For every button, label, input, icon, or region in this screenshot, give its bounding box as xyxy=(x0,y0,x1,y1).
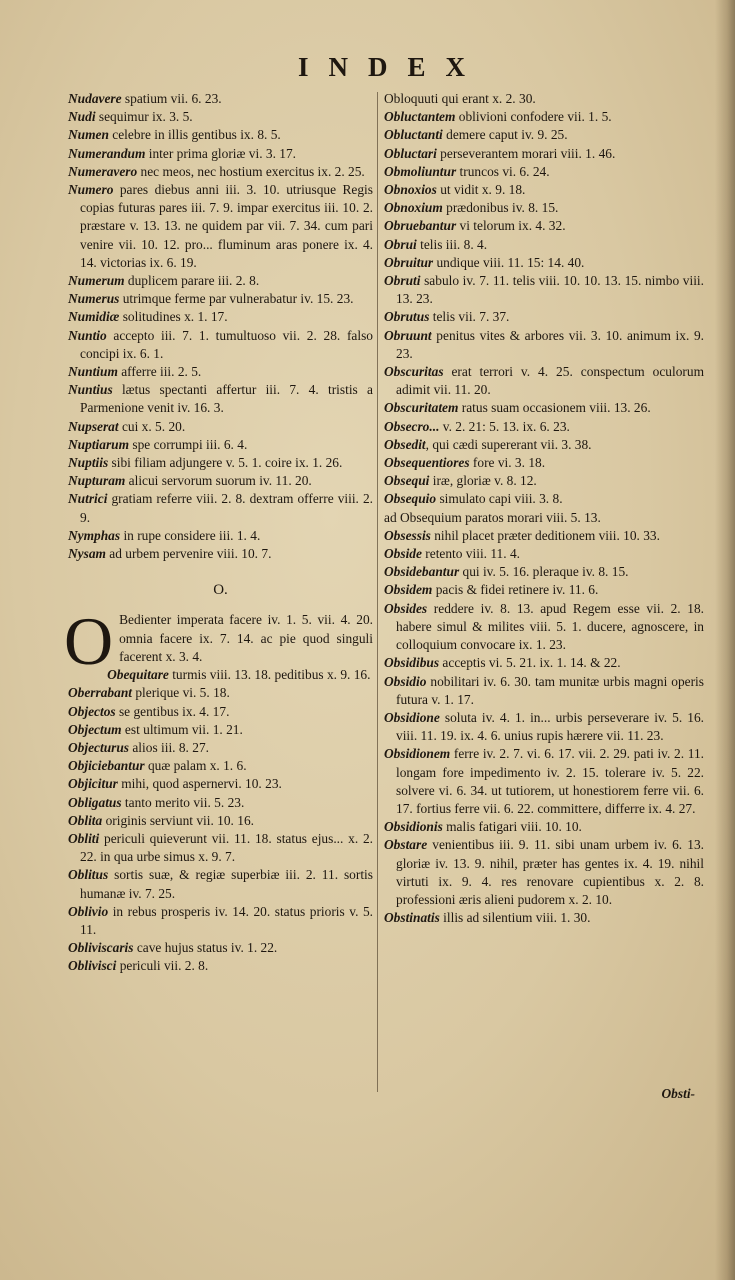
index-entry xyxy=(68,812,373,830)
entry-headword: Obruebantur xyxy=(384,218,457,234)
entry-references: , qui cædi supererant vii. 3. 38. xyxy=(425,436,592,452)
index-entry xyxy=(384,654,704,672)
index-entry xyxy=(68,721,373,739)
index-entry xyxy=(68,939,373,957)
entry-headword: Obstinatis xyxy=(384,910,440,926)
page-header: INDEX xyxy=(298,52,486,82)
index-entry xyxy=(68,866,373,902)
entry-headword: Obruitur xyxy=(384,254,434,270)
index-entry xyxy=(384,272,704,308)
entry-headword: Nudi xyxy=(68,109,96,125)
entry-references: illis ad silentium viii. 1. 30. xyxy=(439,910,591,926)
entry-headword: Obscuritas xyxy=(384,364,444,380)
entry-references: plerique vi. 5. 18. xyxy=(132,685,230,701)
entry-references: sequimur ix. 3. 5. xyxy=(95,109,193,125)
index-entry xyxy=(384,818,704,836)
entry-headword: Obsidem xyxy=(384,582,433,598)
entry-headword: Obruunt xyxy=(384,327,432,343)
column-divider xyxy=(377,92,378,1092)
entry-headword: Obluctari xyxy=(384,145,437,161)
index-entry xyxy=(68,381,373,417)
entry-references: nobilitari iv. 6. 30. tam munitæ urbis magni operis futura v. 1. 17. xyxy=(396,673,704,707)
entry-headword: Obmoliuntur xyxy=(384,163,457,179)
entry-references: malis fatigari viii. 10. 10. xyxy=(442,819,582,835)
entry-references: ad urbem pervenire viii. 10. 7. xyxy=(105,546,272,562)
entry-headword: Nymphas xyxy=(68,527,121,543)
right-column xyxy=(384,90,704,927)
entry-headword: Objectum xyxy=(68,721,122,737)
index-entry xyxy=(68,903,373,939)
entry-headword: Oblivio xyxy=(68,903,109,919)
index-entry xyxy=(384,90,704,108)
entry-headword: Numerus xyxy=(68,291,120,307)
left-column xyxy=(64,90,373,976)
entry-headword: Numerandum xyxy=(68,145,146,161)
entry-references: simulato capi viii. 3. 8. xyxy=(436,491,563,507)
entry-headword: Obsedit xyxy=(384,436,426,452)
entry-references: originis serviunt vii. 10. 16. xyxy=(102,812,254,828)
entry-references: undique viii. 11. 15: 14. 40. xyxy=(433,254,585,270)
index-entry xyxy=(68,90,373,108)
entry-headword: Numerum xyxy=(68,273,125,289)
entry-headword: Nupserat xyxy=(68,418,119,434)
index-entry xyxy=(384,217,704,235)
entry-references: spe corrumpi iii. 6. 4. xyxy=(129,436,248,452)
entry-headword: Nudavere xyxy=(68,91,122,106)
entry-references: alios iii. 8. 27. xyxy=(129,739,209,755)
entry-headword: Objicitur xyxy=(68,776,118,792)
entry-references: nec meos, nec hostium exercitus ix. 2. 25. xyxy=(137,163,365,179)
entry-headword: Numeravero xyxy=(68,163,138,179)
entry-references: sibi filiam adjungere v. 5. 1. coire ix. 1. 26. xyxy=(108,455,343,471)
entry-references: retento viii. 11. 4. xyxy=(421,546,520,562)
entry-headword: Obnoxium xyxy=(384,200,443,216)
index-entry xyxy=(68,290,373,308)
entry-references: ferre iv. 2. 7. vi. 6. 17. vii. 2. 29. pati iv. 2. 11. longam fore impedimento iv. 2. 15. tolerare iv. 5. 22. solvere vi. 6. 34. ut tutiorem, ut honestiorem ferre vii. 6. 17. fortius ferre vii. 6. 22. committere, differre ix. 4. 27. xyxy=(396,746,704,816)
entry-headword: Numen xyxy=(68,127,109,143)
index-entry xyxy=(384,327,704,363)
entry-references: cave hujus status iv. 1. 22. xyxy=(133,940,278,956)
entry-references: oblivioni confodere vii. 1. 5. xyxy=(455,109,612,125)
entry-headword: Obsidionem xyxy=(384,746,451,762)
index-entry xyxy=(68,545,373,563)
entry-references: utrimque ferme par vulnerabatur iv. 15. 23. xyxy=(119,291,354,307)
entry-references: nihil placet præter deditionem viii. 10. 33. xyxy=(430,527,660,543)
index-entry xyxy=(384,199,704,217)
entry-references: pacis & fidei retinere iv. 11. 6. xyxy=(432,582,599,598)
index-entry xyxy=(384,181,704,199)
entry-headword: Obrui xyxy=(384,236,417,252)
index-entry xyxy=(68,684,373,702)
entry-references: inter prima gloriæ vi. 3. 17. xyxy=(145,145,297,161)
index-entry xyxy=(68,145,373,163)
entry-references: soluta iv. 4. 1. in... urbis perseverare iv. 5. 16. viii. 11. 19. ix. 4. 6. unius rupis hærere vii. 11. 23. xyxy=(396,709,704,744)
entry-headword: Nuntius xyxy=(68,382,113,398)
entry-references: mihi, quod aspernervi. 10. 23. xyxy=(117,776,282,792)
entry-headword: Obluctantem xyxy=(384,109,456,125)
index-entry xyxy=(68,308,373,326)
entry-references: telis iii. 8. 4. xyxy=(416,236,488,252)
index-entry xyxy=(384,436,704,454)
section-title: O. xyxy=(213,582,228,599)
entry-headword: Obequitare xyxy=(107,667,169,683)
entry-references: celebre in illis gentibus ix. 8. 5. xyxy=(108,127,281,143)
entry-headword: Obliti xyxy=(68,830,100,846)
entry-headword: Obruti xyxy=(384,273,421,289)
entry-references: telis vii. 7. 37. xyxy=(429,309,510,325)
entry-headword: Objecturus xyxy=(68,739,130,755)
entry-headword: Oblivisci xyxy=(68,958,117,974)
entry-headword: Nuntium xyxy=(68,364,118,380)
entry-headword: Obsequentiores xyxy=(384,455,470,471)
entry-headword: Oberrabant xyxy=(68,685,132,701)
entry-references: solitudines x. 1. 17. xyxy=(119,309,228,325)
index-entry xyxy=(68,418,373,436)
index-entry xyxy=(384,145,704,163)
index-entry xyxy=(384,108,704,126)
entry-references: iræ, gloriæ v. 8. 12. xyxy=(429,473,537,489)
index-entry xyxy=(384,454,704,472)
index-entry xyxy=(68,472,373,490)
entry-headword: Nupturam xyxy=(68,473,126,489)
entry-references: periculi vii. 2. 8. xyxy=(116,958,209,974)
entry-headword: Nuptiarum xyxy=(68,436,130,452)
entry-headword: Obrutus xyxy=(384,309,430,325)
index-entry xyxy=(68,327,373,363)
entry-headword: Obliviscaris xyxy=(68,940,134,956)
left-entries xyxy=(68,90,373,563)
entry-references: erat terrori v. 4. 25. conspectum oculorum adimit vii. 11. 20. xyxy=(396,364,704,398)
entry-references: penitus vites & arbores vii. 3. 10. animum ix. 9. 23. xyxy=(396,327,704,361)
index-entry xyxy=(68,957,373,975)
index-entry xyxy=(68,363,373,381)
entry-headword: Nuntio xyxy=(68,327,107,343)
index-entry xyxy=(68,490,373,526)
index-entry xyxy=(384,545,704,563)
entry-headword: Obsequio xyxy=(384,491,437,507)
index-entry xyxy=(68,830,373,866)
entry-headword: Oblita xyxy=(68,812,103,828)
entry-references: Obloquuti qui erant x. 2. 30. xyxy=(384,91,536,106)
entry-references: periculi quieverunt vii. 11. 18. status ejus... x. 2. 22. in qua urbe simus x. 9. 7. xyxy=(80,830,373,865)
entry-headword: Obsequi xyxy=(384,473,430,489)
entry-references: ad Obsequium paratos morari viii. 5. 13. xyxy=(384,509,601,525)
entry-references: cui x. 5. 20. xyxy=(118,418,186,434)
entry-references: quæ palam x. 1. 6. xyxy=(144,758,247,774)
entry-headword: Obscuritatem xyxy=(384,400,459,416)
entry-references: in rebus prosperis iv. 14. 20. status prioris v. 5. 11. xyxy=(80,903,373,937)
entry-references: sortis suæ, & regiæ superbiæ iii. 2. 11. sortis humanæ iv. 7. 25. xyxy=(80,867,373,901)
entry-references: perseverantem morari viii. 1. 46. xyxy=(436,145,616,161)
entry-headword: Obside xyxy=(384,546,422,562)
entry-headword: Objectos xyxy=(68,703,116,719)
index-entry xyxy=(384,236,704,254)
entry-headword: Numero xyxy=(68,182,114,198)
right-entries xyxy=(384,90,704,927)
index-entry xyxy=(384,709,704,745)
entry-references: duplicem parare iii. 2. 8. xyxy=(124,273,260,289)
index-entry xyxy=(384,581,704,599)
entry-references: acceptis vi. 5. 21. ix. 1. 14. & 22. xyxy=(439,655,621,671)
first-entry-text: Bedienter imperata facere iv. 1. 5. vii. 4. 20. omnia facere ix. 7. 14. ac pie quod singuli facerent x. 3. 4. xyxy=(119,612,373,664)
entry-references: tanto merito vii. 5. 23. xyxy=(121,794,245,810)
index-entry xyxy=(384,909,704,927)
entry-headword: Obligatus xyxy=(68,794,122,810)
index-entry xyxy=(384,399,704,417)
index-entry xyxy=(68,739,373,757)
index-entry xyxy=(68,757,373,775)
entry-headword: Obsessis xyxy=(384,527,431,543)
entry-references: in rupe considere iii. 1. 4. xyxy=(120,527,261,543)
entry-references: accepto iii. 7. 1. tumultuoso vii. 2. 28. falso concipi ix. 6. 1. xyxy=(80,327,373,361)
index-entry xyxy=(384,308,704,326)
index-entry xyxy=(384,163,704,181)
index-entry xyxy=(68,163,373,181)
index-entry xyxy=(68,181,373,272)
entry-references: demere caput iv. 9. 25. xyxy=(442,127,568,143)
entry-references: venientibus iii. 9. 11. sibi unam urbem iv. 6. 13. gloriæ iv. 13. 9. nihil, præter has gentes ix. 4. 19. nihil virtuti ix. 9. 4. res renovare cupientibus x. 2. 8. professioni æris alieni pudorem x. 2. 10. xyxy=(396,837,704,907)
entry-headword: Objiciebantur xyxy=(68,758,145,774)
index-entry xyxy=(384,600,704,655)
index-entry xyxy=(68,666,373,684)
index-entry xyxy=(384,490,704,508)
index-entry xyxy=(384,509,704,527)
entry-references: ratus suam occasionem viii. 13. 26. xyxy=(458,400,651,416)
entry-headword: Obsidione xyxy=(384,709,440,725)
entry-references: est ultimum vii. 1. 21. xyxy=(121,721,243,737)
index-entry xyxy=(384,363,704,399)
entry-headword: Nuptiis xyxy=(68,455,109,471)
index-entry xyxy=(68,436,373,454)
entry-references: gratiam referre viii. 2. 8. dextram offerre viii. 2. 9. xyxy=(80,491,373,525)
entry-references: spatium vii. 6. 23. xyxy=(121,91,222,106)
entry-headword: Obsidibus xyxy=(384,655,440,671)
entry-headword: Obnoxios xyxy=(384,182,437,198)
index-entry xyxy=(384,254,704,272)
index-entry xyxy=(384,126,704,144)
index-entry xyxy=(384,527,704,545)
entry-references: turmis viii. 13. 18. peditibus x. 9. 16. xyxy=(168,667,371,683)
index-entry xyxy=(384,418,704,436)
entry-headword: Oblitus xyxy=(68,867,109,883)
left-entries-o xyxy=(68,666,373,975)
entry-headword: Obluctanti xyxy=(384,127,443,143)
index-entry xyxy=(68,454,373,472)
drop-cap: O xyxy=(64,603,114,680)
index-entry xyxy=(68,703,373,721)
entry-headword: Obsidionis xyxy=(384,819,443,835)
entry-headword: Obsidebantur xyxy=(384,564,460,580)
index-entry xyxy=(384,472,704,490)
entry-references: ut vidit x. 9. 18. xyxy=(436,182,526,198)
index-entry xyxy=(68,775,373,793)
entry-references: pares diebus anni iii. 3. 10. utriusque Regis copias futuras pares iii. 7. 9. impar exercitus iii. 10. 2. præstare v. 13. 13. ne quidem par vii. 7. 34. cum pari venire vii. 10. 12. pro... fluminum aras ponere ix. 4. 14. victorias ix. 6. 19. xyxy=(80,182,373,270)
index-entry xyxy=(68,527,373,545)
catchword: Obsti- xyxy=(661,1086,695,1101)
index-entry xyxy=(384,563,704,581)
entry-references: sabulo iv. 7. 11. telis viii. 10. 10. 13. 15. nimbo viii. 13. 23. xyxy=(396,273,704,307)
index-entry xyxy=(68,126,373,144)
index-entry xyxy=(384,673,704,709)
index-entry xyxy=(68,272,373,290)
entry-references: vi telorum ix. 4. 32. xyxy=(456,218,566,234)
entry-references: afferre iii. 2. 5. xyxy=(117,364,202,380)
entry-references: prædonibus iv. 8. 15. xyxy=(442,200,559,216)
entry-references: reddere iv. 8. 13. apud Regem esse vii. 2. 18. habere simul & milites viii. 5. 1. ducere, agnoscere, in colloquium convocare ix. 1. 23. xyxy=(396,600,704,653)
entry-references: lætus spectanti affertur iii. 7. 4. tristis a Parmenione venit iv. 16. 3. xyxy=(80,382,373,416)
entry-references: qui iv. 5. 16. pleraque iv. 8. 15. xyxy=(459,564,629,580)
entry-references: alicui servorum suorum iv. 11. 20. xyxy=(125,473,312,489)
entry-headword: Obstare xyxy=(384,837,428,853)
entry-headword: Nutrici xyxy=(68,491,108,507)
entry-references: fore vi. 3. 18. xyxy=(469,455,546,471)
entry-headword: Numidiæ xyxy=(68,309,120,325)
entry-references: v. 2. 21: 5. 13. ix. 6. 23. xyxy=(439,418,570,434)
index-entry xyxy=(68,794,373,812)
entry-references: se gentibus ix. 4. 17. xyxy=(115,703,230,719)
entry-headword: Obsidio xyxy=(384,673,427,689)
book-spine-shadow xyxy=(715,0,735,1280)
entry-headword: Nysam xyxy=(68,546,106,562)
index-entry xyxy=(384,745,704,818)
entry-headword: Obsecro... xyxy=(384,418,440,434)
index-entry xyxy=(68,108,373,126)
entry-references: truncos vi. 6. 24. xyxy=(456,163,550,179)
entry-headword: Obsides xyxy=(384,600,428,616)
index-entry xyxy=(384,836,704,909)
